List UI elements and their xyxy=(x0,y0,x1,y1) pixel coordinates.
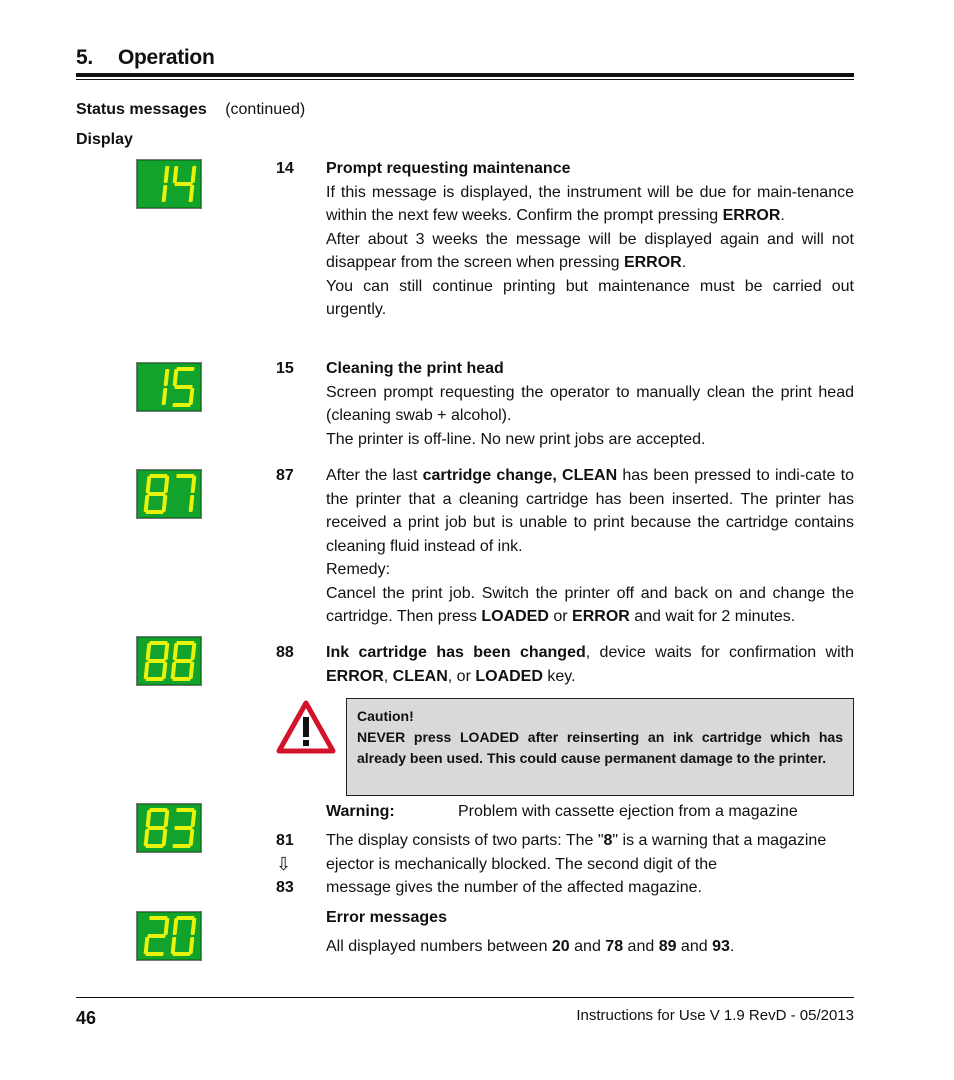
page-number: 46 xyxy=(76,1008,97,1028)
warning-triangle-icon xyxy=(276,700,336,754)
lcd-digit-3 xyxy=(172,808,196,848)
subsection-heading xyxy=(76,101,305,119)
chapter-heading xyxy=(76,46,214,70)
lcd-segment xyxy=(164,810,170,827)
warning-description xyxy=(326,829,854,900)
entry-87-text xyxy=(326,464,854,629)
lcd-digit-8 xyxy=(143,474,169,514)
entry-14-text xyxy=(326,157,854,322)
lcd-segment xyxy=(173,166,179,183)
lcd-segment xyxy=(176,474,194,478)
entry-87-p3: Cancel the print job. Switch the printer off and back on and change the cartridge. Then press LOADED or ERROR and wait for 2 minutes. xyxy=(326,584,854,625)
lcd-segment xyxy=(164,918,170,935)
lcd-segment xyxy=(149,641,167,645)
lcd-segment xyxy=(147,492,165,496)
lcd-digit-1 xyxy=(162,166,170,202)
lcd-segment xyxy=(173,918,179,935)
lcd-segment xyxy=(173,369,179,386)
footer-rule xyxy=(76,997,854,998)
lcd-segment xyxy=(164,369,170,386)
lcd-segment xyxy=(189,495,195,512)
caution-box xyxy=(346,698,854,796)
lcd-segment xyxy=(145,844,163,848)
error-messages-title: Error messages xyxy=(326,909,447,926)
lcd-display-88 xyxy=(136,636,202,686)
lcd-segment xyxy=(146,643,152,660)
lcd-segment xyxy=(146,476,152,493)
lcd-segment xyxy=(176,808,194,812)
lcd-segment xyxy=(174,826,192,830)
lcd-segment xyxy=(171,662,177,679)
lcd-segment xyxy=(191,810,197,827)
lcd-segment xyxy=(144,662,150,679)
lcd-segment xyxy=(145,510,163,514)
lcd-segment xyxy=(176,367,194,371)
lcd-segment xyxy=(172,952,190,956)
entry-87-p1: After the last cartridge change, CLEAN has been pressed to indi-cate to the printer that a cleaning cartridge has been inserted. The printer has received a print job but is unable to print because the cartridge contains cleaning fluid instead of ink. xyxy=(326,467,855,555)
lcd-segment xyxy=(174,385,192,389)
lcd-segment xyxy=(191,643,197,660)
lcd-digit-8 xyxy=(143,641,169,681)
warning-line-3: message gives the number of the affected magazine. xyxy=(326,879,702,896)
down-arrow-icon: ⇩ xyxy=(276,854,292,874)
entry-14-p2: After about 3 weeks the message will be displayed again and will not disappear from the screen when pressing ERROR. xyxy=(326,230,854,271)
lcd-segment xyxy=(172,844,190,848)
lcd-display-14 xyxy=(136,159,202,209)
lcd-segment xyxy=(172,677,190,681)
lcd-segment xyxy=(164,476,170,493)
entry-14-p3: You can still continue printing but maintenance must be carried out urgently. xyxy=(326,277,854,318)
lcd-segment xyxy=(146,810,152,827)
heading-rule-thick xyxy=(76,73,854,77)
warning-label: Warning: xyxy=(326,803,395,820)
lcd-digit-4 xyxy=(171,166,197,202)
entry-88-p1: Ink cartridge has been changed, device waits for confirmation with ERROR, CLEAN, or LOADED key. xyxy=(326,644,854,685)
lcd-digit-0 xyxy=(170,916,196,956)
lcd-segment xyxy=(191,918,197,935)
lcd-digit-8 xyxy=(143,808,169,848)
footer-document-info: Instructions for Use V 1.9 RevD - 05/2013 xyxy=(576,1007,854,1024)
code-to: 83 xyxy=(276,879,294,896)
chapter-title: Operation xyxy=(118,46,215,69)
lcd-digit-7 xyxy=(173,474,197,512)
lcd-segment xyxy=(162,495,168,512)
entry-87-p2: Remedy: xyxy=(326,561,391,578)
entry-14-p1: If this message is displayed, the instrument will be due for main-tenance within the next few weeks. Confirm the prompt pressing ERROR. xyxy=(326,183,854,224)
lcd-display-87 xyxy=(136,469,202,519)
error-messages-text: All displayed numbers between 20 and 78 and 89 and 93. xyxy=(326,938,735,955)
lcd-segment xyxy=(145,677,163,681)
lcd-segment xyxy=(145,952,163,956)
caution-text: NEVER press LOADED after reinserting an ink cartridge which has already been used. This could cause permanent damage to the printer. xyxy=(357,729,843,766)
lcd-digit-5 xyxy=(170,367,196,407)
lcd-segment xyxy=(147,659,165,663)
warning-line-2: ejector is mechanically blocked. The second digit of the xyxy=(326,855,718,873)
lcd-segment xyxy=(147,826,165,830)
entry-15-p2: The printer is off-line. No new print jobs are accepted. xyxy=(326,430,706,448)
lcd-digit-8 xyxy=(170,641,196,681)
code-87: 87 xyxy=(276,467,294,484)
code-88: 88 xyxy=(276,644,294,661)
heading-rule-thin xyxy=(76,79,854,80)
lcd-display-15 xyxy=(136,362,202,412)
continued-note: (continued) xyxy=(225,101,306,118)
lcd-segment xyxy=(189,388,195,405)
lcd-segment xyxy=(164,643,170,660)
lcd-segment xyxy=(189,937,195,954)
lcd-segment xyxy=(144,937,150,954)
lcd-segment xyxy=(162,829,168,846)
lcd-segment xyxy=(149,916,167,920)
lcd-digit-2 xyxy=(143,916,169,956)
entry-88-text xyxy=(326,641,854,688)
lcd-segment xyxy=(147,934,165,938)
lcd-segment xyxy=(189,185,195,202)
lcd-segment xyxy=(171,937,177,954)
lcd-display-20 xyxy=(136,911,202,961)
lcd-digit-1 xyxy=(162,369,170,405)
entry-14-title: Prompt requesting maintenance xyxy=(326,160,571,177)
lcd-segment xyxy=(144,495,150,512)
entry-15-p1: Screen prompt requesting the operator to manually clean the print head (cleaning swab + alcohol). xyxy=(326,383,854,424)
lcd-segment xyxy=(144,829,150,846)
entry-15-text xyxy=(326,357,854,451)
lcd-segment xyxy=(189,662,195,679)
lcd-segment xyxy=(164,166,170,183)
code-15: 15 xyxy=(276,360,294,377)
code-from: 81 xyxy=(276,832,294,849)
chapter-number: 5. xyxy=(76,46,93,69)
lcd-segment xyxy=(173,643,179,660)
lcd-display-83 xyxy=(136,803,202,853)
display-label: Display xyxy=(76,131,133,148)
entry-15-title: Cleaning the print head xyxy=(326,360,504,377)
lcd-segment xyxy=(149,474,167,478)
lcd-segment xyxy=(162,662,168,679)
lcd-segment xyxy=(191,476,197,493)
code-14: 14 xyxy=(276,160,294,177)
lcd-segment xyxy=(174,182,192,186)
lcd-segment xyxy=(162,388,168,405)
lcd-segment xyxy=(189,829,195,846)
lcd-segment xyxy=(172,403,190,407)
warning-line-1: The display consists of two parts: The "8" is a warning that a magazine xyxy=(326,832,827,849)
lcd-segment xyxy=(191,166,197,183)
subsection-title: Status messages xyxy=(76,101,207,118)
warning-text: Problem with cassette ejection from a magazine xyxy=(458,803,798,820)
caution-title: Caution! xyxy=(357,708,414,724)
lcd-segment xyxy=(176,916,194,920)
lcd-segment xyxy=(162,185,168,202)
lcd-segment xyxy=(149,808,167,812)
lcd-segment xyxy=(174,659,192,663)
lcd-segment xyxy=(176,641,194,645)
